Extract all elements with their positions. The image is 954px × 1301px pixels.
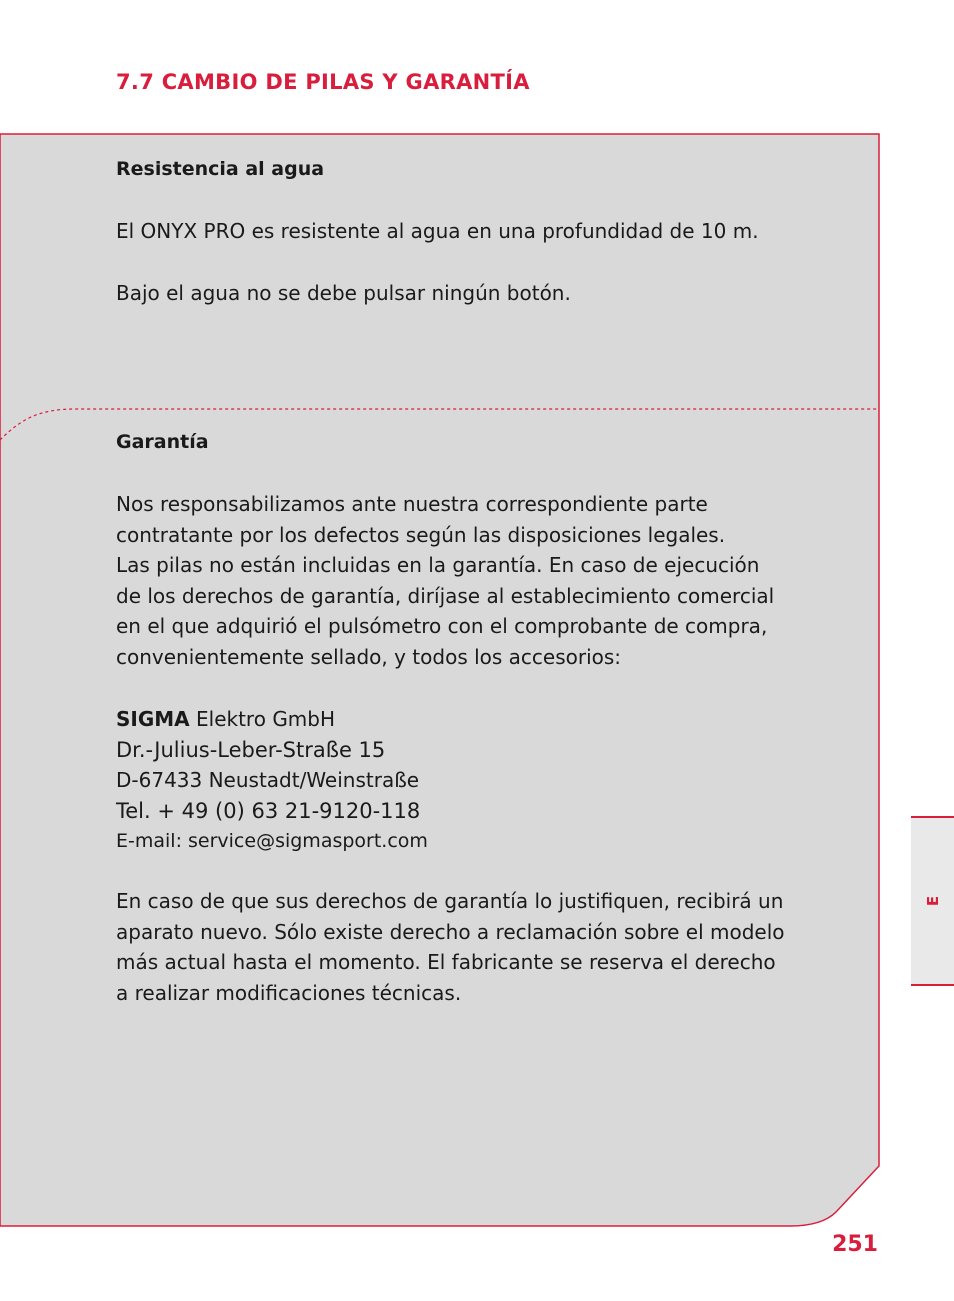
paragraph-line: aparato nuevo. Sólo existe derecho a reclamación sobre el modelo [116, 919, 785, 944]
warranty-heading: Garantía [116, 431, 209, 453]
company-suffix: Elektro GmbH [189, 707, 336, 731]
company-name [116, 704, 836, 735]
address-city: D-67433 Neustadt/Weinstraße [116, 768, 420, 793]
address-email[interactable]: E-mail: service@sigmasport.com [116, 830, 428, 853]
language-tab[interactable] [911, 816, 954, 986]
paragraph-line: convenientemente sellado, y todos los accesorios: [116, 644, 622, 669]
water-line-2: Bajo el agua no se debe pulsar ningún botón. [116, 281, 571, 305]
warranty-paragraph-2 [116, 886, 836, 1008]
paragraph-line: Las pilas no están incluidas en la garantía. En caso de ejecución [116, 553, 760, 578]
page-number: 251 [832, 1232, 878, 1257]
paragraph-line: más actual hasta el momento. El fabricante se reserva el derecho [116, 950, 776, 975]
water-line-1: El ONYX PRO es resistente al agua en una profundidad de 10 m. [116, 219, 759, 243]
paragraph-line: de los derechos de garantía, diríjase al establecimiento comercial [116, 583, 775, 608]
address-phone: Tel. + 49 (0) 63 21-9120-118 [116, 798, 421, 823]
address-block [116, 704, 836, 857]
section-title: 7.7 CAMBIO DE PILAS Y GARANTÍA [116, 70, 530, 94]
warranty-paragraph-1 [116, 489, 836, 673]
address-street: Dr.-Julius-Leber-Straße 15 [116, 737, 386, 762]
paragraph-line: En caso de que sus derechos de garantía lo justifiquen, recibirá un [116, 889, 784, 913]
paragraph-line: en el que adquirió el pulsómetro con el comprobante de compra, [116, 614, 768, 639]
brand-name: SIGMA [116, 707, 190, 731]
language-tab-label: E [923, 895, 942, 907]
paragraph-line: Nos responsabilizamos ante nuestra correspondiente parte [116, 492, 708, 516]
paragraph-line: a realizar modificaciones técnicas. [116, 980, 462, 1005]
water-heading: Resistencia al agua [116, 158, 325, 180]
paragraph-line: contratante por los defectos según las disposiciones legales. [116, 522, 726, 547]
